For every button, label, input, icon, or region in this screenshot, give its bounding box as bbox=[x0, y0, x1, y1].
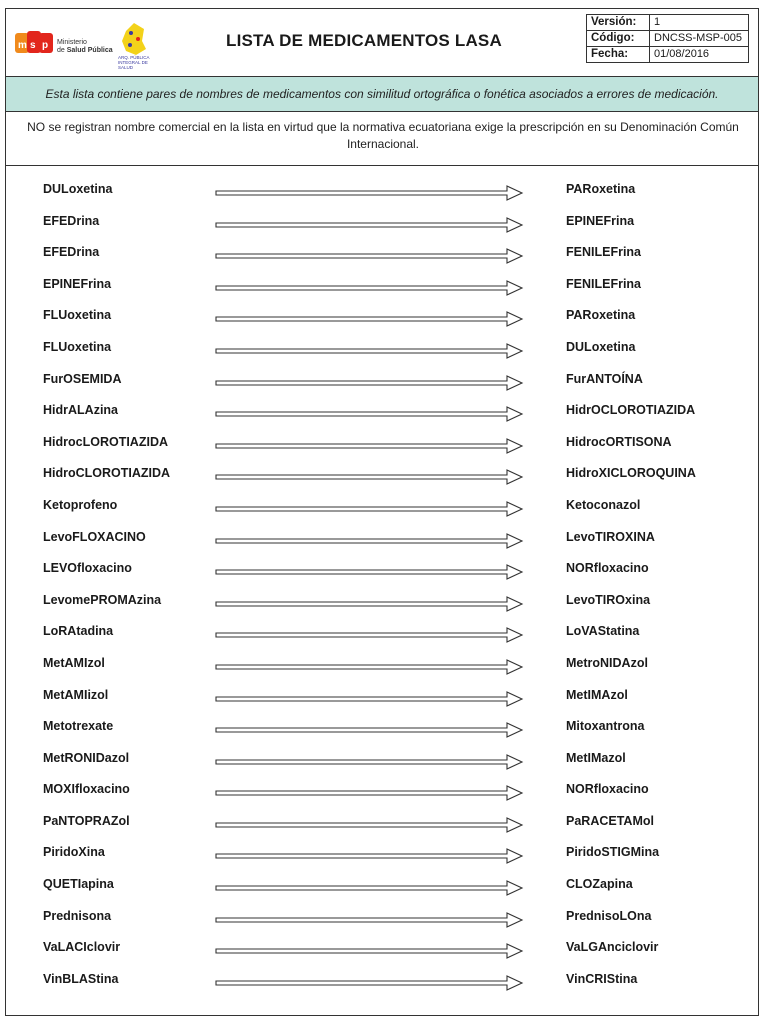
drug-pair-row bbox=[6, 523, 758, 555]
drug-pairs-list bbox=[6, 175, 758, 996]
drug-name-right: CLOZapina bbox=[566, 877, 633, 892]
svg-text:s: s bbox=[30, 40, 36, 51]
drug-name-right: LevoTIROXINA bbox=[566, 529, 655, 544]
drug-pair-row bbox=[6, 870, 758, 902]
drug-name-right: HidrOCLOROTIAZIDA bbox=[566, 403, 696, 418]
drug-name-left: FLUoxetina bbox=[43, 308, 112, 323]
arrow-right-icon bbox=[214, 375, 524, 391]
drug-name-left: Metotrexate bbox=[43, 719, 114, 734]
arrow-right-icon bbox=[214, 912, 524, 928]
drug-name-right: PrednisoLOna bbox=[566, 908, 652, 923]
meta-row-date bbox=[587, 47, 749, 63]
drug-name-right: FENILEFrina bbox=[566, 276, 642, 291]
arrow-right-icon bbox=[214, 248, 524, 264]
document-page bbox=[5, 8, 759, 1016]
ministry-line1: Ministerio bbox=[57, 39, 87, 46]
drug-pair-row bbox=[6, 428, 758, 460]
drug-name-right: LoVAStatina bbox=[566, 624, 640, 639]
drug-name-left: DULoxetina bbox=[43, 182, 113, 196]
drug-pair-row bbox=[6, 333, 758, 365]
drug-name-right: PaRACETAMol bbox=[566, 813, 654, 828]
meta-key: Fecha: bbox=[587, 47, 650, 63]
arrow-right-icon bbox=[214, 691, 524, 707]
drug-name-left: QUETIapina bbox=[43, 877, 114, 892]
drug-name-right: DULoxetina bbox=[566, 339, 636, 354]
arrow-right-icon bbox=[214, 564, 524, 580]
drug-name-right: PiridoSTIGMina bbox=[566, 845, 660, 860]
arrow-right-icon bbox=[214, 880, 524, 896]
drug-pair-row bbox=[6, 238, 758, 270]
drug-pair-row bbox=[6, 207, 758, 239]
drug-name-right: HidrocORTISONA bbox=[566, 434, 672, 449]
arrow-right-icon bbox=[214, 406, 524, 422]
document-meta-table bbox=[586, 14, 749, 63]
svg-text:m: m bbox=[18, 40, 27, 51]
drug-pair-row bbox=[6, 965, 758, 997]
arrow-right-icon bbox=[214, 343, 524, 359]
drug-name-left: VinBLAStina bbox=[43, 971, 119, 986]
arrow-right-icon bbox=[214, 311, 524, 327]
drug-pair-row bbox=[6, 617, 758, 649]
arrow-right-icon bbox=[214, 533, 524, 549]
meta-value: 1 bbox=[650, 15, 749, 31]
arrow-right-icon bbox=[214, 785, 524, 801]
drug-name-left: Ketoprofeno bbox=[43, 497, 118, 512]
drug-pair-row bbox=[6, 902, 758, 934]
drug-name-right: MetIMazol bbox=[566, 750, 626, 765]
meta-value: DNCSS-MSP-005 bbox=[650, 31, 749, 47]
drug-pair-row bbox=[6, 175, 758, 207]
drug-name-right: NORfloxacino bbox=[566, 782, 649, 797]
drug-name-right: FurANTOÍNA bbox=[566, 371, 643, 386]
drug-name-left: MetAMIizol bbox=[43, 687, 109, 702]
drug-pair-row bbox=[6, 933, 758, 965]
drug-pair-row bbox=[6, 491, 758, 523]
arrow-right-icon bbox=[214, 817, 524, 833]
arrow-right-icon bbox=[214, 848, 524, 864]
drug-name-left: MetRONIDazol bbox=[43, 750, 130, 765]
drug-pair-row bbox=[6, 270, 758, 302]
msp-logo-icon bbox=[15, 29, 55, 57]
drug-name-right: EPINEFrina bbox=[566, 213, 635, 228]
drug-name-right: MetroNIDAzol bbox=[566, 655, 648, 670]
drug-name-left: Prednisona bbox=[43, 908, 112, 923]
dci-note: NO se registran nombre comercial en la lista en virtud que la normativa ecuatoriana exige la prescripción en su Denominación Común Internacional. bbox=[27, 120, 739, 151]
drug-name-left: LoRAtadina bbox=[43, 624, 114, 639]
drug-name-left: FurOSEMIDA bbox=[43, 371, 122, 386]
meta-value: 01/08/2016 bbox=[650, 47, 749, 63]
drug-name-left: MetAMIzol bbox=[43, 655, 105, 670]
arrow-right-icon bbox=[214, 438, 524, 454]
drug-name-right: Ketoconazol bbox=[566, 497, 641, 512]
drug-name-right: FENILEFrina bbox=[566, 245, 642, 260]
arrow-right-icon bbox=[214, 754, 524, 770]
document-header bbox=[6, 9, 758, 73]
ministry-line2: de Salud Pública bbox=[57, 47, 113, 54]
arrow-right-icon bbox=[214, 722, 524, 738]
drug-name-left: EFEDrina bbox=[43, 245, 100, 260]
arrow-right-icon bbox=[214, 975, 524, 991]
arrow-right-icon bbox=[214, 943, 524, 959]
drug-name-left: PaNTOPRAZol bbox=[43, 813, 130, 828]
arrow-right-icon bbox=[214, 596, 524, 612]
arrow-right-icon bbox=[214, 217, 524, 233]
drug-pair-row bbox=[6, 396, 758, 428]
meta-key: Código: bbox=[587, 31, 650, 47]
drug-name-right: HidroXICLOROQUINA bbox=[566, 466, 696, 481]
drug-name-left: MOXIfloxacino bbox=[43, 782, 130, 797]
drug-name-left: LevomePROMAzina bbox=[43, 592, 162, 607]
arrow-right-icon bbox=[214, 185, 524, 201]
drug-pair-row bbox=[6, 775, 758, 807]
drug-pair-row bbox=[6, 681, 758, 713]
drug-name-left: LEVOfloxacino bbox=[43, 561, 132, 576]
drug-pair-row bbox=[6, 554, 758, 586]
divider bbox=[6, 165, 758, 166]
drug-name-right: NORfloxacino bbox=[566, 561, 649, 576]
drug-name-right: VaLGAnciclovir bbox=[566, 940, 659, 955]
drug-name-left: EFEDrina bbox=[43, 213, 100, 228]
arrow-right-icon bbox=[214, 501, 524, 517]
drug-name-left: FLUoxetina bbox=[43, 339, 112, 354]
drug-pair-row bbox=[6, 744, 758, 776]
meta-row-code bbox=[587, 31, 749, 47]
arrow-right-icon bbox=[214, 280, 524, 296]
drug-name-right: PARoxetina bbox=[566, 308, 636, 323]
description-banner: Esta lista contiene pares de nombres de medicamentos con similitud ortográfica o fonética asociados a errores de medicación. bbox=[6, 76, 758, 112]
drug-pair-row bbox=[6, 586, 758, 618]
drug-name-right: PARoxetina bbox=[566, 182, 636, 196]
meta-key: Versión: bbox=[587, 15, 650, 31]
meta-row-version bbox=[587, 15, 749, 31]
drug-pair-row bbox=[6, 712, 758, 744]
document-title: LISTA DE MEDICAMENTOS LASA bbox=[226, 31, 502, 50]
ministry-logo-text bbox=[57, 39, 113, 55]
drug-name-left: HidrALAzina bbox=[43, 403, 118, 418]
drug-pair-row bbox=[6, 459, 758, 491]
drug-pair-row bbox=[6, 838, 758, 870]
drug-pair-row bbox=[6, 807, 758, 839]
arrow-right-icon bbox=[214, 627, 524, 643]
arrow-right-icon bbox=[214, 469, 524, 485]
drug-name-right: LevoTIROxina bbox=[566, 592, 651, 607]
drug-name-left: PiridoXina bbox=[43, 845, 105, 860]
drug-pair-row bbox=[6, 301, 758, 333]
drug-name-left: HidrocLOROTIAZIDA bbox=[43, 434, 168, 449]
drug-name-right: Mitoxantrona bbox=[566, 719, 645, 734]
drug-name-left: VaLACIclovir bbox=[43, 940, 121, 955]
drug-pair-row bbox=[6, 649, 758, 681]
seal-logo-text: ARQ. PÚBLICA INTEGRAL DE SALUD bbox=[118, 55, 150, 70]
drug-name-left: HidroCLOROTIAZIDA bbox=[43, 466, 171, 481]
drug-name-left: LevoFLOXACINO bbox=[43, 529, 146, 544]
drug-pair-row bbox=[6, 365, 758, 397]
drug-name-left: EPINEFrina bbox=[43, 276, 112, 291]
drug-name-right: VinCRIStina bbox=[566, 971, 638, 986]
svg-text:p: p bbox=[42, 40, 49, 51]
drug-name-right: MetIMAzol bbox=[566, 687, 628, 702]
arrow-right-icon bbox=[214, 659, 524, 675]
